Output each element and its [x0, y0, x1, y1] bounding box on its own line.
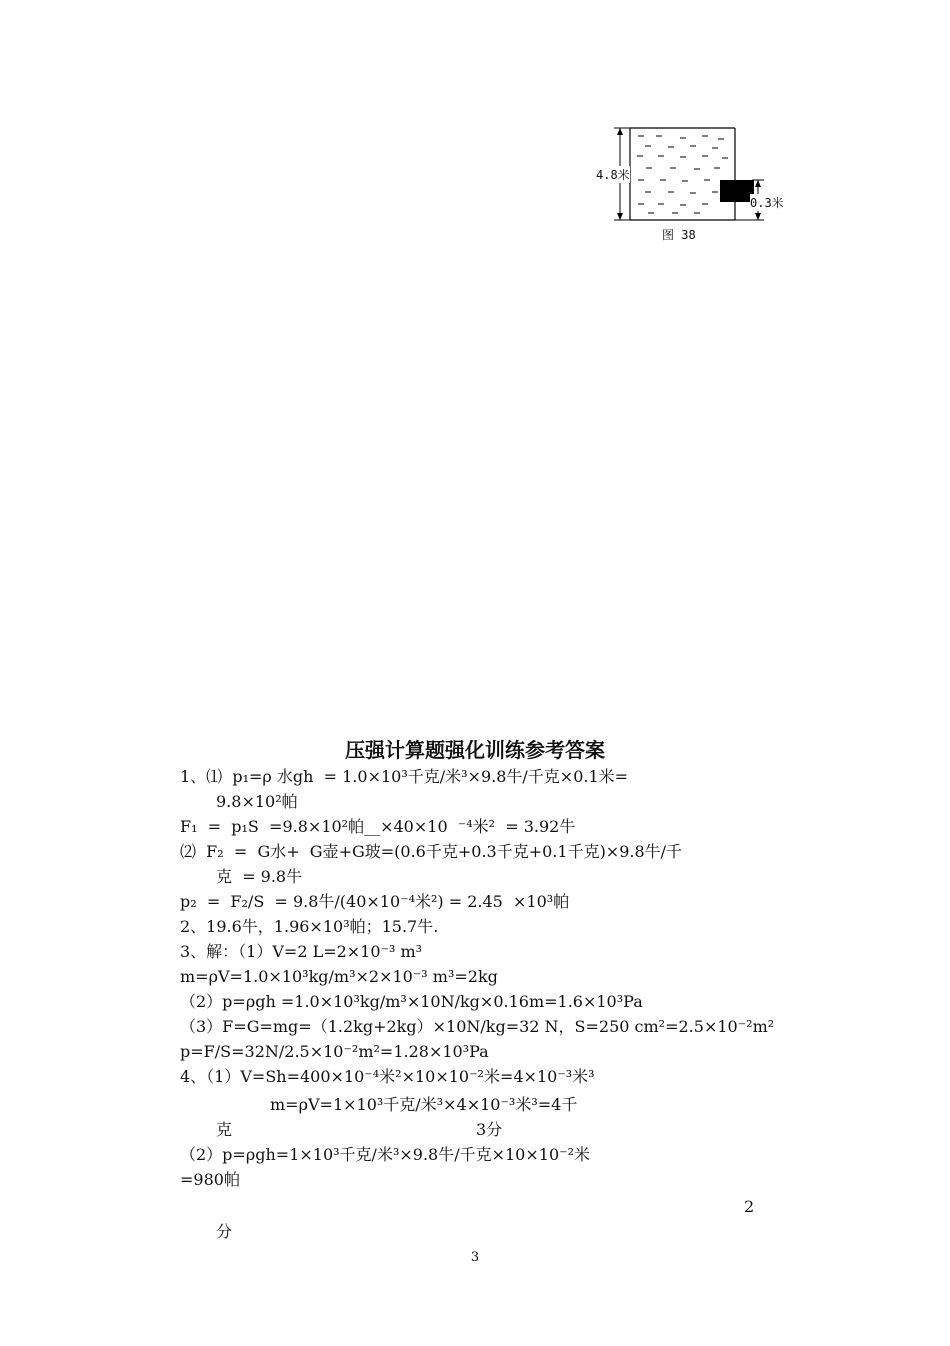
answer-line: m=ρV=1.0×10³kg/m³×2×10⁻³ m³=2kg [180, 967, 498, 986]
answer-line: 1、⑴ p₁=ρ 水gh = 1.0×10³千克/米³×9.8牛/千克×0.1米= [180, 767, 629, 786]
answer-line: 4、（1）V=Sh=400×10⁻⁴米²×10×10⁻²米=4×10⁻³米³ [180, 1067, 595, 1086]
answer-line: m=ρV=1×10³千克/米³×4×10⁻³米³=4千 [270, 1095, 578, 1114]
score-label: 3分 [476, 1120, 503, 1139]
answer-line: p=F/S=32N/2.5×10⁻²m²=1.28×10³Pa [180, 1042, 489, 1061]
figure-38 [590, 118, 800, 248]
answer-line: 9.8×10²帕 [216, 792, 298, 811]
answer-line: =980帕 [180, 1170, 240, 1189]
height-label: 4.8米 [596, 168, 630, 182]
answer-line: ⑵ F₂ = G水+ G壶+G玻=(0.6千克+0.3千克+0.1千克)×9.8牛/千 [180, 842, 683, 861]
figure-caption: 图 38 [662, 228, 696, 242]
answer-line: （3）F=G=mg=（1.2kg+2kg）×10N/kg=32 N，S=250 cm²=2.5×10⁻²m² [180, 1017, 775, 1036]
answer-line: （2）p=ρgh=1×10³千克/米³×9.8牛/千克×10×10⁻²米 [180, 1145, 590, 1164]
answer-line: 克 = 9.8牛 [216, 867, 303, 886]
answer-line: p₂ = F₂/S = 9.8牛/(40×10⁻⁴米²) = 2.45 ×10³帕 [180, 892, 570, 911]
answer-line: 3、解：（1）V=2 L=2×10⁻³ m³ [180, 942, 423, 961]
depth-label: 0.3米 [750, 196, 784, 210]
score-unit: 分 [216, 1222, 233, 1241]
score-number: 2 [744, 1197, 755, 1216]
answer-line: 克 [216, 1120, 233, 1139]
answer-line: 2、19.6牛，1.96×10³帕；15.7牛. [180, 917, 439, 936]
answer-title: 压强计算题强化训练参考答案 [345, 738, 605, 762]
answer-line: F₁ = p₁S =9.8×10²帕__×40×10 ⁻⁴米² = 3.92牛 [180, 817, 576, 836]
page-number: 3 [470, 1250, 480, 1265]
answer-line: （2）p=ρgh =1.0×10³kg/m³×10N/kg×0.16m=1.6×10³Pa [180, 992, 643, 1011]
